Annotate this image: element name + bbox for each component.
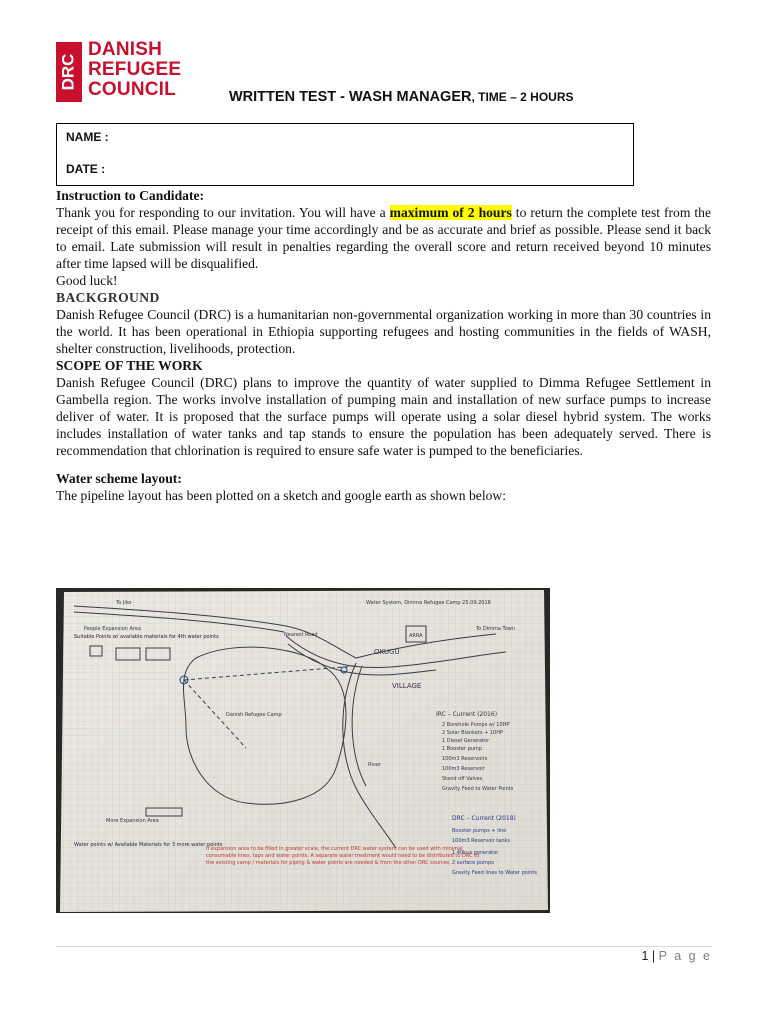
test-title: WRITTEN TEST - WASH MANAGER, TIME – 2 HOURS <box>229 89 574 105</box>
page-word: P a g e <box>658 949 712 963</box>
drc-logo <box>56 39 196 104</box>
svg-text:To Dimma Town: To Dimma Town <box>476 626 516 632</box>
drc-logo-mark-icon <box>56 42 82 102</box>
layout-heading: Water scheme layout: <box>56 471 182 486</box>
svg-text:More Expansion Area: More Expansion Area <box>106 818 159 824</box>
svg-text:2 Borehole Pumps w/ 10HP: 2 Borehole Pumps w/ 10HP <box>442 722 510 728</box>
svg-text:1 40kva generator: 1 40kva generator <box>452 850 499 856</box>
time-highlight: maximum of 2 hours <box>389 205 512 220</box>
instructions-text: Thank you for responding to our invitation. You will have a maximum of 2 hours to return the complete test from the receipt of this email. Please manage your time accordingly and be as accurate and brief as possible. Please send it back to email. Late submission will result in penalties regarding the overall score and return received beyond 10 minutes after time lapsed will be disqualified. <box>56 205 711 271</box>
svg-text:ARRA: ARRA <box>409 633 423 639</box>
page-number: 1 <box>641 949 649 963</box>
svg-text:100m3 Reservoir: 100m3 Reservoir <box>442 766 485 772</box>
svg-text:Nearest Road: Nearest Road <box>284 632 318 638</box>
background-text: Danish Refugee Council (DRC) is a humanitarian non-governmental organization working in more than 30 countries in the world. It has been operational in Ethiopia supporting refugees and hosting communities in the fields of WASH, shelter construction, livelihoods, protection. <box>56 307 711 356</box>
svg-text:Danish Refugee Camp: Danish Refugee Camp <box>226 712 282 718</box>
svg-text:DRC: DRC <box>58 53 78 91</box>
svg-text:DRC – Current (2018): DRC – Current (2018) <box>452 815 516 822</box>
instructions-heading: Instruction to Candidate: <box>56 188 205 203</box>
footer-divider <box>56 946 712 947</box>
svg-text:100m3 Reservoir tanks: 100m3 Reservoir tanks <box>452 838 510 844</box>
svg-text:100m3 Reservoirs: 100m3 Reservoirs <box>442 756 488 762</box>
svg-text:OKUGU: OKUGU <box>374 648 400 656</box>
svg-text:1 Booster pump: 1 Booster pump <box>442 746 482 752</box>
svg-text:Gravity Feed lines to Water po: Gravity Feed lines to Water points <box>452 870 537 876</box>
svg-text:Gravity Feed to Water Points: Gravity Feed to Water Points <box>442 786 514 792</box>
page-footer: 1 | P a g e <box>641 949 712 963</box>
drc-logo-text: DANISH REFUGEE COUNCIL <box>88 39 182 100</box>
svg-text:Water System, Dimma Refugee Ca: Water System, Dimma Refugee Camp 25.09.2018 <box>366 600 491 606</box>
svg-text:People Expansion Area: People Expansion Area <box>84 626 142 632</box>
svg-text:2 surface pumps: 2 surface pumps <box>452 860 494 866</box>
document-body <box>56 187 711 504</box>
good-luck-text: Good luck! <box>56 273 118 288</box>
svg-text:1 Diesel Generator: 1 Diesel Generator <box>442 738 490 744</box>
svg-text:Suitable Points w/ available m: Suitable Points w/ available materials for 4th water points <box>74 634 219 640</box>
svg-text:VILLAGE: VILLAGE <box>392 682 422 690</box>
scope-heading: SCOPE OF THE WORK <box>56 358 203 373</box>
layout-text: The pipeline layout has been plotted on a sketch and google earth as shown below: <box>56 488 506 503</box>
water-scheme-sketch-image: Water System, Dimma Refugee Camp 25.09.2018 To Jiko People Expansion Area Nearest Road ARRA To Dimma Town OKUGU VILLAGE Danish Refugee Camp River More Expansion Area IRC – Current (2016) 2 Borehole Pumps w/ 10HP 2 Solar Blankets + 10HP 1 Diesel Generator 1 Booster pump 100m3 Reservoirs 100m3 Reservoir Stand off Valves Gravity Feed to Water Points DRC – Current (2018) Booster pumps + line 100m3 Reservoir tanks 1 40kva generator 2 surface pumps Gravity Feed lines to Water points Suitable Points w/ available materials for 4th water points Water points w/ Available Materials for 3 more water points If expansion area to be filled in greater scale, the current DRC water system can be used with minimal consumable lines, taps and water points. A separate water treatment would need to be distributed to DRC to the existing camp / materials for piping & water points are needed & from the other DRC sources. <box>56 588 550 913</box>
date-label: DATE : <box>66 162 106 176</box>
svg-text:IRC – Current (2016): IRC – Current (2016) <box>436 711 498 718</box>
name-label: NAME : <box>66 130 109 144</box>
svg-text:River: River <box>368 762 381 768</box>
svg-text:Booster pumps + line: Booster pumps + line <box>452 828 507 834</box>
svg-text:Water points w/ Available Mate: Water points w/ Available Materials for 3 more water points <box>74 842 223 848</box>
svg-text:Stand off Valves: Stand off Valves <box>442 776 483 782</box>
candidate-info-box <box>56 123 634 186</box>
background-heading: BACKGROUND <box>56 290 160 305</box>
scope-text: Danish Refugee Council (DRC) plans to improve the quantity of water supplied to Dimma Refugee Settlement in Gambella region. The works involve installation of pumping main and installation of new surface pumps to increase deliver of water. It is proposed that the surface pumps will operate using a solar diesel hybrid system. The works includes installation of water tanks and tap stands to ensure the population has been adequately served. There is recommendation that chlorination is required to ensure safe water is pumped to the beneficiaries. <box>56 375 711 458</box>
svg-text:2 Solar Blankets + 10HP: 2 Solar Blankets + 10HP <box>442 730 504 736</box>
svg-text:To Jiko: To Jiko <box>116 600 132 606</box>
